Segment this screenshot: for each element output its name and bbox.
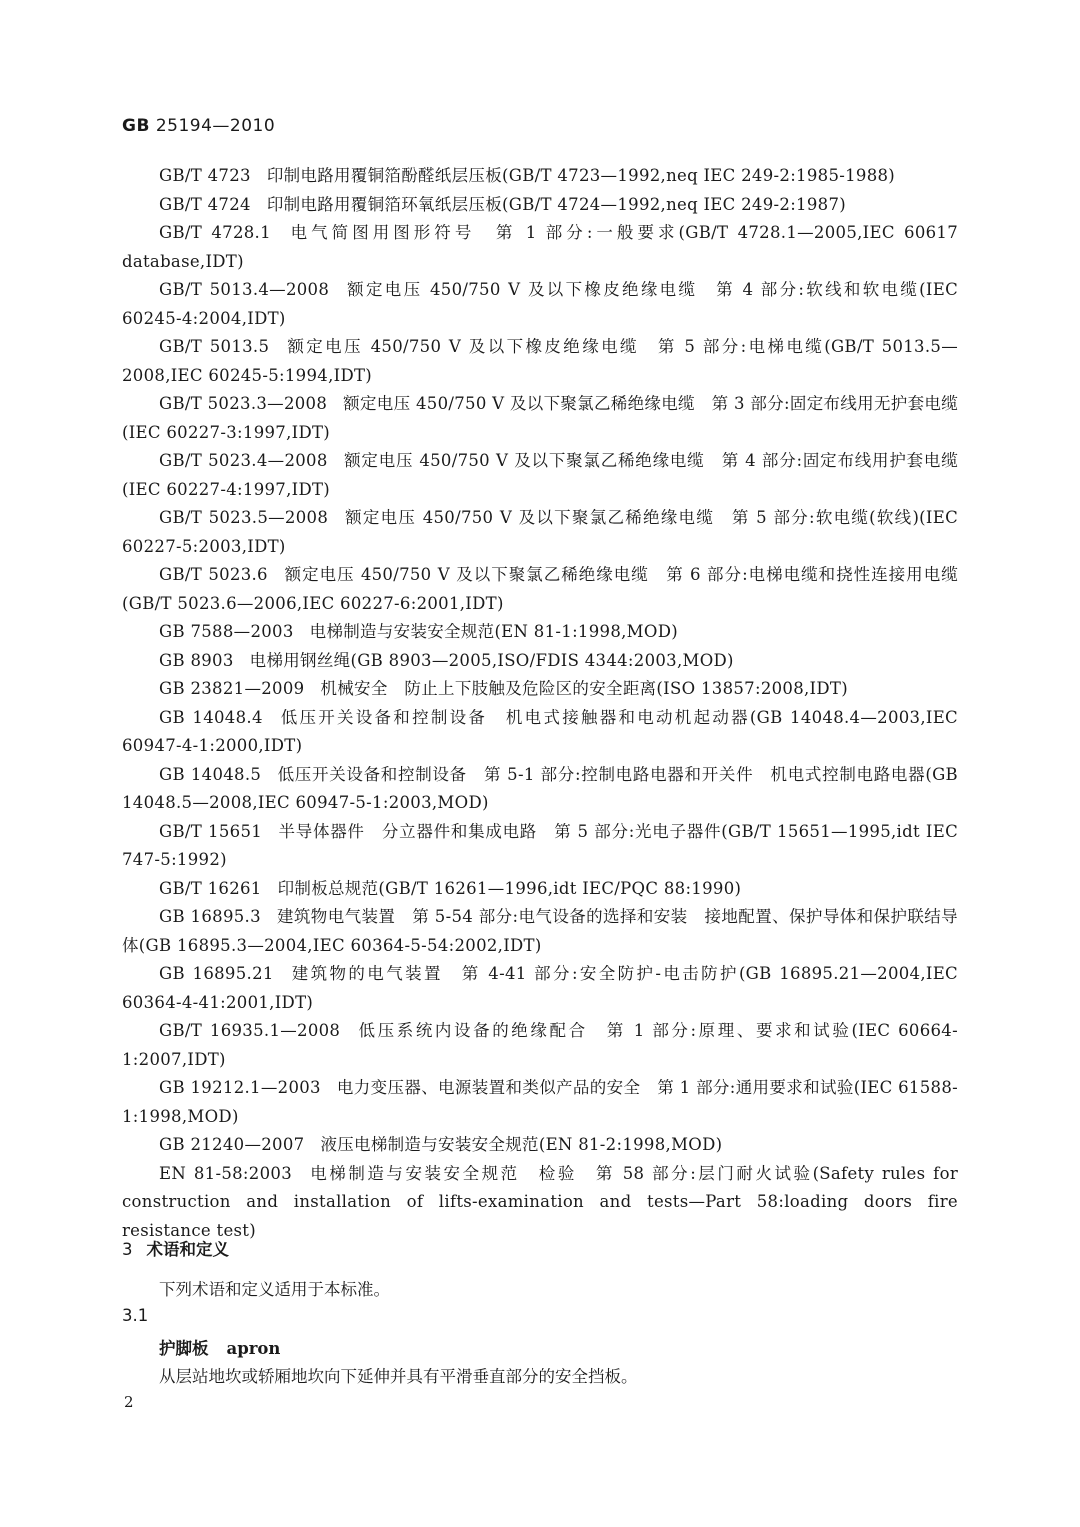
reference-title: 额定电压 450/750 V 及以下橡皮绝缘电缆 第 5 部分:电梯电缆(GB/T 5013.5—2008,IEC 60245-5:1994,IDT) (122, 337, 959, 385)
reference-code: GB/T 5023.6 (159, 565, 268, 584)
reference-title: 额定电压 450/750 V 及以下聚氯乙稀绝缘电缆 第 6 部分:电梯电缆和挠性连接用电缆(GB/T 5023.6—2006,IEC 60227-6:2001,IDT) (122, 565, 958, 613)
reference-code: GB 21240—2007 (159, 1135, 305, 1154)
reference-item (122, 191, 958, 220)
reference-title: 半导体器件 分立器件和集成电路 第 5 部分:光电子器件(GB/T 15651—1995,idt IEC 747-5:1992) (122, 821, 958, 869)
reference-title: 液压电梯制造与安装安全规范(EN 81-2:1998,MOD) (320, 1135, 723, 1154)
reference-title: 额定电压 450/750 V 及以下聚氯乙稀绝缘电缆 第 5 部分:软电缆(软线)(IEC 60227-5:2003,IDT) (122, 508, 959, 556)
reference-title: 建筑物的电气装置 第 4-41 部分:安全防护-电击防护(GB 16895.21—2004,IEC 60364-4-41:2001,IDT) (122, 964, 958, 1012)
reference-code: GB/T 5023.4—2008 (159, 451, 328, 470)
document-header (122, 116, 275, 136)
reference-code: GB/T 5013.5 (159, 337, 270, 356)
reference-code: GB/T 4724 (159, 194, 251, 214)
reference-item (122, 1131, 958, 1160)
term-english: apron (226, 1339, 281, 1358)
normative-references-list (122, 162, 958, 1245)
reference-item (122, 1160, 958, 1246)
reference-item (122, 504, 958, 561)
reference-title: 电梯制造与安装安全规范(EN 81-1:1998,MOD) (309, 622, 678, 641)
clause-number: 3.1 (122, 1306, 149, 1325)
reference-title: 印制电路用覆铜箔酚醛纸层压板(GB/T 4723—1992,neq IEC 249-2:1985-1988) (266, 166, 896, 185)
reference-title: 额定电压 450/750 V 及以下聚氯乙稀绝缘电缆 第 4 部分:固定布线用护套电缆(IEC 60227-4:1997,IDT) (122, 451, 958, 499)
reference-item (122, 761, 958, 818)
reference-title: 电梯用钢丝绳(GB 8903—2005,ISO/FDIS 4344:2003,MOD) (249, 650, 734, 670)
reference-item (122, 1017, 958, 1074)
reference-code: GB 8903 (159, 650, 234, 670)
reference-item (122, 960, 958, 1017)
header-prefix: GB (122, 116, 150, 136)
reference-code: GB 14048.4 (159, 707, 263, 727)
term-definition: 从层站地坎或轿厢地坎向下延伸并具有平滑垂直部分的安全挡板。 (159, 1367, 638, 1386)
reference-title: 机械安全 防止上下肢触及危险区的安全距离(ISO 13857:2008,IDT) (320, 679, 848, 698)
reference-code: GB 7588—2003 (159, 622, 294, 641)
reference-code: GB 16895.3 (159, 907, 261, 926)
reference-code: GB/T 16935.1—2008 (159, 1021, 341, 1040)
reference-item (122, 818, 958, 875)
reference-title: 印制板总规范(GB/T 16261—1996,idt IEC/PQC 88:1990) (277, 878, 742, 898)
reference-item (122, 162, 958, 191)
reference-title: 印制电路用覆铜箔环氧纸层压板(GB/T 4724—1992,neq IEC 249-2:1987) (266, 194, 846, 214)
reference-item (122, 561, 958, 618)
reference-code: GB 16895.21 (159, 964, 274, 983)
reference-title: 建筑物电气装置 第 5-54 部分:电气设备的选择和安装 接地配置、保护导体和保护联结导体(GB 16895.3—2004,IEC 60364-5-54:2002,IDT) (122, 907, 958, 955)
reference-item (122, 675, 958, 704)
reference-item (122, 647, 958, 676)
reference-code: GB/T 16261 (159, 878, 262, 898)
reference-code: GB/T 5023.3—2008 (159, 394, 328, 413)
section-heading (122, 1236, 229, 1260)
reference-item (122, 1074, 958, 1131)
term-chinese: 护脚板 (159, 1339, 209, 1358)
reference-title: 电梯制造与安装安全规范 检验 第 58 部分:层门耐火试验(Safety rules for construction and installation of lifts-examination and tests—Part 58:loading doors fire resistance test) (122, 1163, 959, 1240)
reference-title: 电气简图用图形符号 第 1 部分:一般要求(GB/T 4728.1—2005,IEC 60617 database,IDT) (122, 223, 959, 271)
reference-item (122, 333, 958, 390)
reference-title: 额定电压 450/750 V 及以下聚氯乙稀绝缘电缆 第 3 部分:固定布线用无护套电缆(IEC 60227-3:1997,IDT) (122, 394, 958, 442)
reference-item (122, 875, 958, 904)
page-number: 2 (124, 1393, 134, 1411)
section-title: 术语和定义 (146, 1240, 229, 1259)
section-intro: 下列术语和定义适用于本标准。 (159, 1280, 390, 1299)
reference-item (122, 276, 958, 333)
reference-title: 低压开关设备和控制设备 机电式接触器和电动机起动器(GB 14048.4—2003,IEC 60947-4-1:2000,IDT) (122, 707, 958, 755)
reference-code: GB 14048.5 (159, 764, 262, 784)
reference-item (122, 447, 958, 504)
reference-code: GB 23821—2009 (159, 679, 305, 698)
reference-code: GB/T 4728.1 (159, 223, 271, 242)
reference-title: 额定电压 450/750 V 及以下橡皮绝缘电缆 第 4 部分:软线和软电缆(IEC 60245-4:2004,IDT) (122, 280, 959, 328)
reference-code: GB/T 5013.4—2008 (159, 280, 330, 299)
reference-title: 电力变压器、电源装置和类似产品的安全 第 1 部分:通用要求和试验(IEC 61588-1:1998,MOD) (122, 1078, 958, 1126)
reference-item (122, 219, 958, 276)
reference-title: 低压开关设备和控制设备 第 5-1 部分:控制电路电器和开关件 机电式控制电路电器(GB 14048.5—2008,IEC 60947-5-1:2003,MOD) (122, 764, 958, 812)
section-number: 3 (122, 1240, 133, 1259)
reference-code: EN 81-58:2003 (159, 1163, 292, 1183)
reference-item (122, 390, 958, 447)
reference-code: GB/T 15651 (159, 821, 263, 841)
header-number: 25194—2010 (155, 116, 276, 136)
reference-title: 低压系统内设备的绝缘配合 第 1 部分:原理、要求和试验(IEC 60664-1:2007,IDT) (122, 1021, 958, 1069)
reference-item (122, 618, 958, 647)
reference-code: GB/T 4723 (159, 166, 251, 185)
reference-code: GB/T 5023.5—2008 (159, 508, 329, 527)
reference-item (122, 704, 958, 761)
reference-code: GB 19212.1—2003 (159, 1078, 321, 1097)
reference-item (122, 903, 958, 960)
term-heading (159, 1335, 280, 1359)
